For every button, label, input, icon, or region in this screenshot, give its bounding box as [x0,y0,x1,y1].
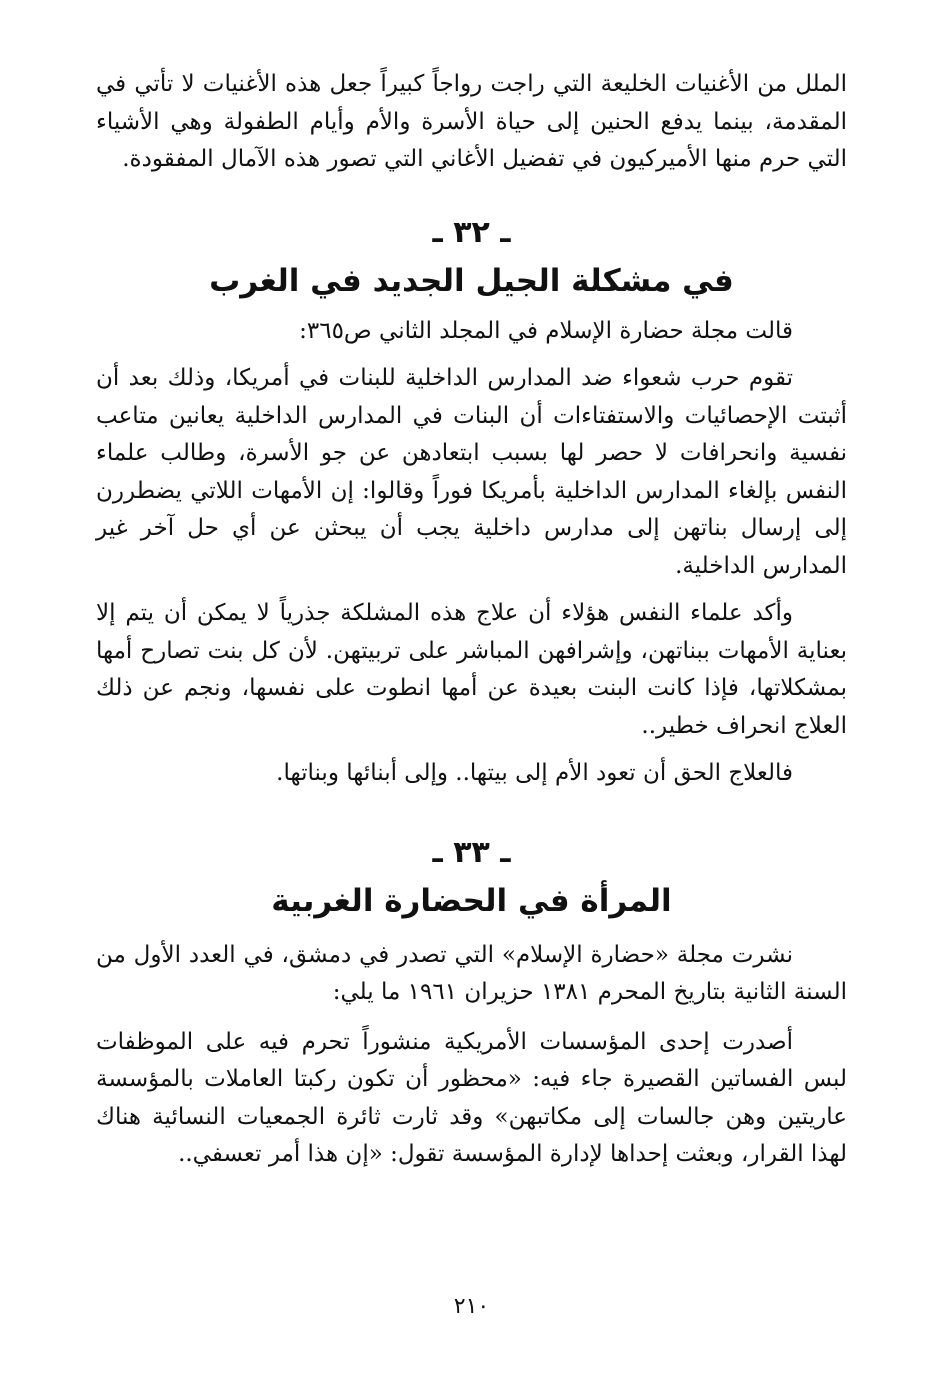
section-33-paragraph-1: نشرت مجلة «حضارة الإسلام» التي تصدر في دمشق، في العدد الأول من السنة الثانية بتاريخ المحرم ١٣٨١ حزيران ١٩٦١ ما يلي: [96,941,847,1005]
intro-paragraph: الملل من الأغنيات الخليعة التي راجت رواجاً كبيراً جعل هذه الأغنيات لا تأتي في المقدمة، بينما يدفع الحنين إلى حياة الأسرة والأم وأيام الطفولة وهي الأشياء التي حرم منها الأميركيون في تفضيل الأغاني التي تصور هذه الآمال المفقودة. [96,71,847,172]
page-number: ٢١٠ [453,1294,490,1319]
section-32-title: في مشكلة الجيل الجديد في الغرب [209,262,734,299]
section-32-paragraph-3: وأكد علماء النفس هؤلاء أن علاج هذه المشلكة جذرياً لا يمكن أن يتم إلا بعناية الأمهات ببناتهن، وإشرافهن المباشر على تربيتهن. لأن كل بنت تصارح أمها بمشكلاتها، فإذا كانت البنت بعيدة عن أمها انطوت على نفسها، ونجم عن ذلك العلاج انحراف خطير.. [96,600,847,739]
section-32-paragraph-1: قالت مجلة حضارة الإسلام في المجلد الثاني ص٣٦٥: [299,317,793,344]
section-32-number: ـ ٣٢ ـ [432,214,511,250]
section-33-title: المرأة في الحضارة الغربية [271,882,672,919]
section-32-paragraph-2: تقوم حرب شعواء ضد المدارس الداخلية للبنات في أمريكا، وذلك بعد أن أثبتت الإحصائيات والاستفتاءات أن البنات في المدارس الداخلية يعانين متاعب نفسية وانحرافات لا حصر لها بسبب ابتعادهن عن جو الأسرة، وطالب علماء النفس بإلغاء المدارس الداخلية بأمريكا فوراً وقالوا: إن الأمهات اللاتي يضطررن إلى إرسال بناتهن إلى مدارس داخلية يجب أن يبحثن عن أي حل آخر غير المدارس الداخلية. [96,365,847,579]
section-33-number: ـ ٣٣ ـ [432,834,511,870]
section-33-paragraph-2: أصدرت إحدى المؤسسات الأمريكية منشوراً تحرم فيه على الموظفات لبس الفساتين القصيرة جاء فيه: «محظور أن تكون ركبتا العاملات بالمؤسسة عاريتين وهن جالسات إلى مكاتبهن» وقد ثارت ثائرة الجمعيات النسائية هناك لهذا القرار، وبعثت إحداها لإدارة المؤسسة تقول: «إن هذا أمر تعسفي.. [96,1028,847,1167]
section-32-paragraph-4: فالعلاج الحق أن تعود الأم إلى بيتها.. وإلى أبنائها وبناتها. [276,760,793,786]
